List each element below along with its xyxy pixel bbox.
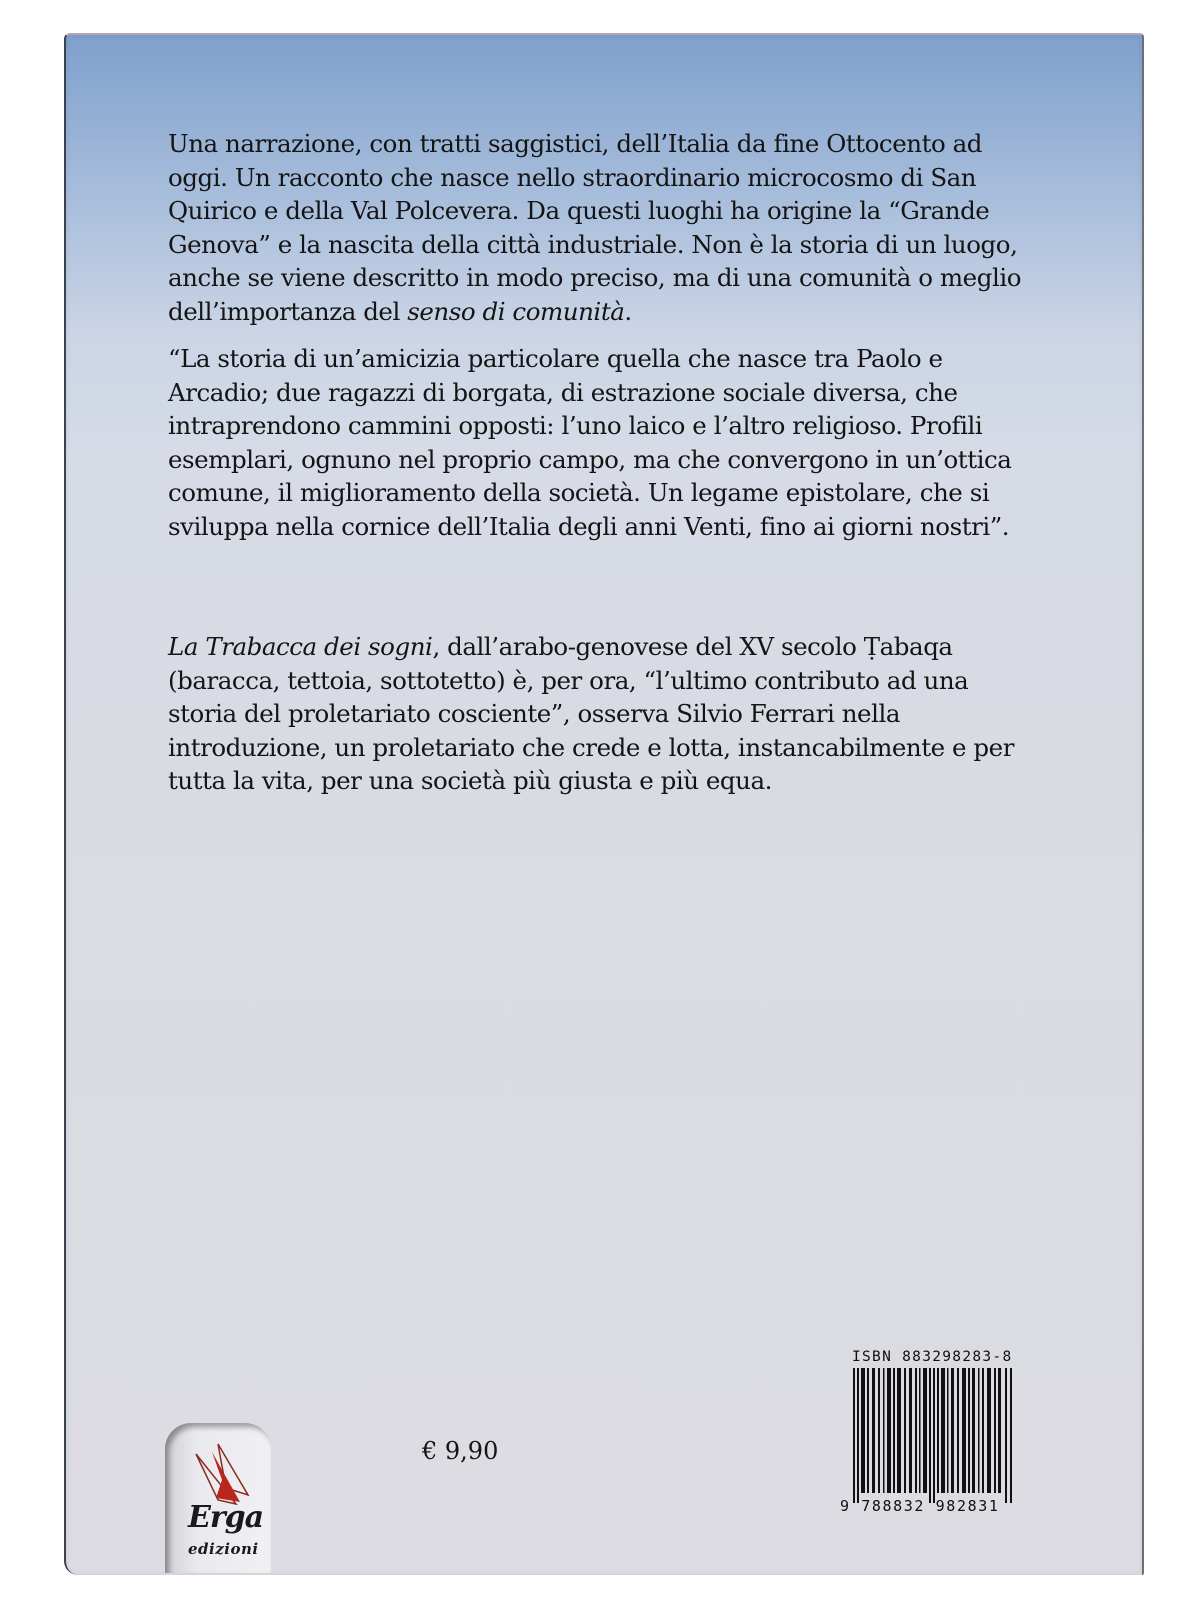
price-label: € 9,90	[422, 1437, 499, 1465]
book-title-italic: La Trabacca dei sogni	[168, 632, 433, 661]
blurb-paragraph-1	[168, 127, 1038, 328]
barcode-icon	[853, 1368, 1013, 1503]
blurb-paragraph-3	[168, 630, 1038, 798]
blurb-paragraph-2	[168, 342, 1038, 543]
blurb-italic-phrase: senso di comunità	[407, 296, 625, 326]
blurb-quote: “La storia di un’amicizia particolare quella che nasce tra Paolo e Arcadio; due ragazzi di borgata, di estrazione sociale diversa, che intraprendono cammini opposti: l’uno laico e l’altro religioso. Profili esemplari, ognuno nel proprio campo, ma che convergono in un’ottica comune, il miglioramento della società. Un legame epistolare, che si sviluppa nella cornice dell’Italia degli anni Venti, fino ai giorni nostri”.	[168, 344, 1012, 541]
blurb-text: Una narrazione, con tratti saggistici, dell’Italia da fine Ottocento ad oggi. Un racconto che nasce nello straordinario microcosmo di San Quirico e della Val Polcevera. Da questi luoghi ha origine la “Grande Genova” e la nascita della città industriale. Non è la storia di un luogo, anche se viene descritto in modo preciso, ma di una comunità o meglio dell’importanza del	[168, 129, 1022, 326]
ean-number: 9 788832 982831	[840, 1497, 1000, 1515]
blurb-text: , dall’arabo-genovese del XV secolo Ṭabaqa (baracca, tettoia, sottotetto) è, per ora, “l’ultimo contributo ad una storia del proletariato cosciente”, osserva Silvio Ferrari nella introduzione, un proletariato che crede e lotta, instancabilmente e per tutta la vita, per una società più giusta e più equa.	[168, 632, 1014, 795]
publisher-name: Erga	[188, 1500, 264, 1535]
isbn-label: ISBN 883298283-8	[852, 1349, 1013, 1365]
blurb-end: .	[624, 296, 632, 326]
publisher-subtitle: edizioni	[188, 1540, 259, 1558]
